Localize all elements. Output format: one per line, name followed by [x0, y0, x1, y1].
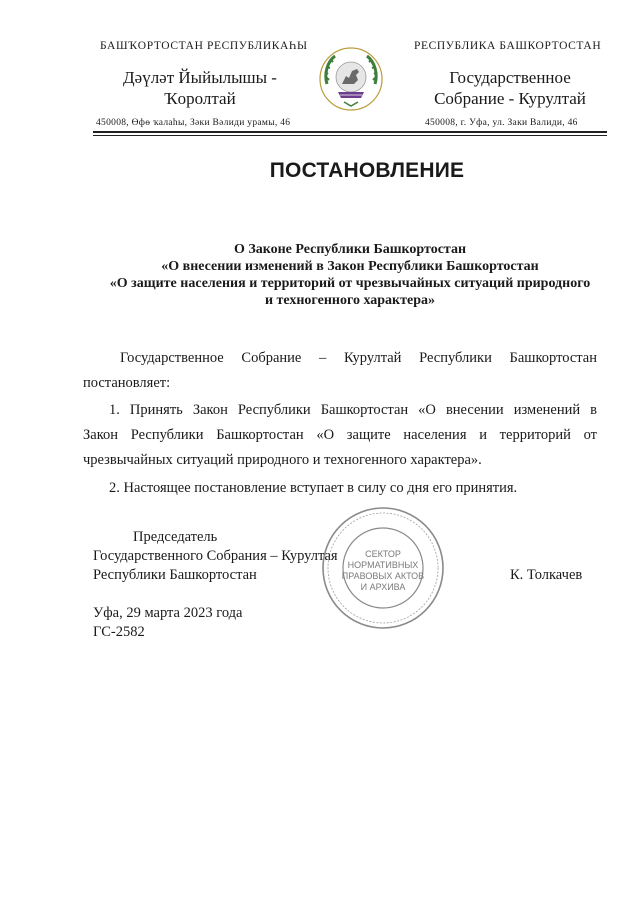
paragraph-2-line-1: 1. Принять Закон Республики Башкортостан «О внесении изменений в — [109, 402, 597, 418]
header-left-address: 450008, Өфө ҡалаһы, Зәки Вәлиди урамы, 46 — [96, 118, 291, 128]
header-left-name — [100, 67, 300, 109]
stamp-line-3: ПРАВОВЫХ АКТОВ — [341, 571, 425, 581]
subject-line-2: «О внесении изменений в Закон Республики Башкортостан — [161, 259, 539, 274]
header-rule-thick — [93, 131, 607, 133]
archive-stamp — [320, 505, 446, 631]
stamp-line-1: СЕКТОР — [365, 549, 401, 559]
header-right-address: 450008, г. Уфа, ул. Заки Валиди, 46 — [425, 118, 578, 128]
header-right-name — [415, 67, 605, 109]
subject-line-3: «О защите населения и территорий от чрезвычайных ситуаций природного — [109, 276, 591, 291]
signatory-name: К. Толкачев — [510, 567, 583, 583]
document-title: ПОСТАНОВЛЕНИЕ — [269, 159, 465, 182]
header-right-caps: РЕСПУБЛИКА БАШКОРТОСТАН — [414, 40, 602, 52]
document-number: ГС-2582 — [93, 624, 145, 640]
header-right-name-line2: Собрание - Курултай — [434, 89, 586, 108]
stamp-line-4: И АРХИВА — [360, 582, 406, 592]
header-rule-thin — [93, 135, 607, 136]
paragraph-3: 2. Настоящее постановление вступает в силу со дня его принятия. — [109, 480, 518, 496]
stamp-line-2: НОРМАТИВНЫХ — [347, 560, 419, 570]
header-left-name-line1: Дәүләт Йыйылышы - — [123, 68, 277, 87]
subject-line-1: О Законе Республики Башкортостан — [233, 242, 467, 257]
signature-title-line-3: Республики Башкортостан — [93, 567, 257, 583]
paragraph-1-line-1: Государственное Собрание – Курултай Республики Башкортостан — [120, 350, 597, 366]
paragraph-1-line-2: постановляет: — [83, 375, 171, 391]
place-and-date: Уфа, 29 марта 2023 года — [93, 605, 243, 621]
signature-title-line-2: Государственного Собрания – Курултая — [93, 548, 338, 564]
republic-emblem-icon — [318, 46, 384, 112]
header-right-name-line1: Государственное — [449, 68, 571, 87]
paragraph-2-line-3: чрезвычайных ситуаций природного и техногенного характера». — [83, 452, 482, 468]
document-subject — [80, 241, 620, 309]
header-left-name-line2: Ҡоролтай — [164, 89, 236, 108]
header-left-caps: БАШҠОРТОСТАН РЕСПУБЛИКАҺЫ — [100, 40, 308, 52]
signature-title-line-1: Председатель — [133, 529, 218, 545]
subject-line-4: и техногенного характера» — [264, 293, 436, 308]
paragraph-2-line-2: Закон Республики Башкортостан «О защите населения и территорий от — [83, 427, 597, 443]
